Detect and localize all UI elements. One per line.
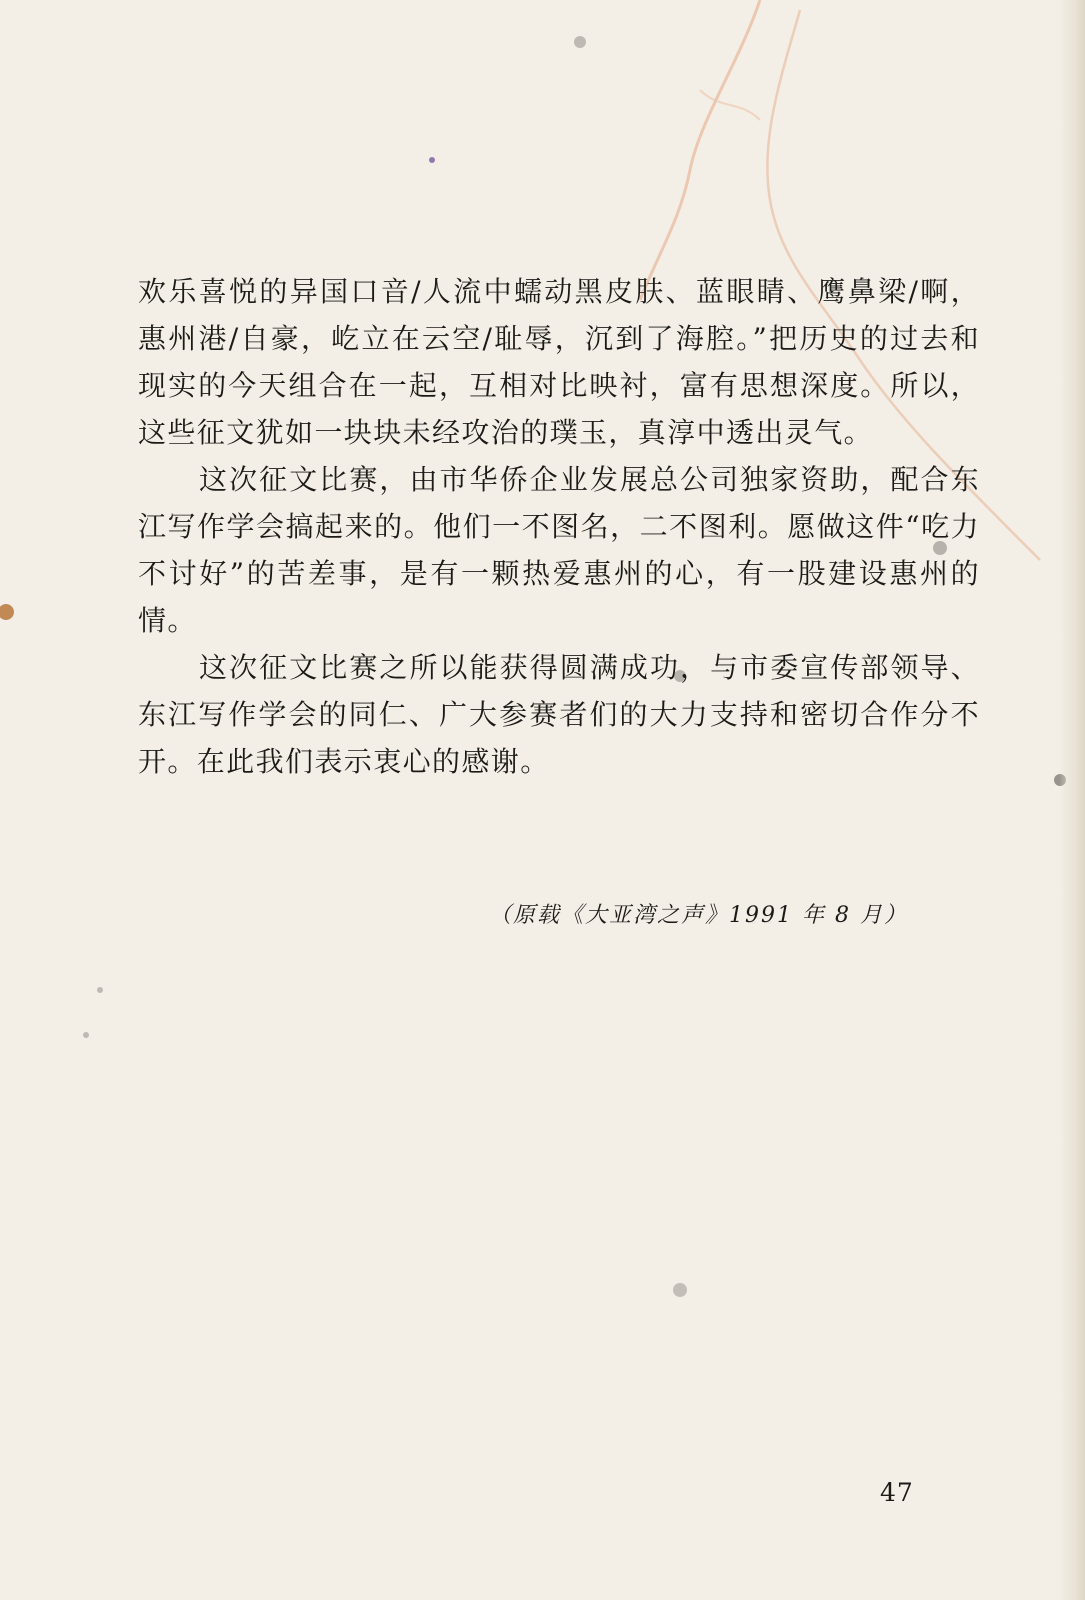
speck [574,36,586,48]
water-stain-line [640,0,760,300]
speck [429,157,435,163]
paragraph-1: 欢乐喜悦的异国口音/人流中蠕动黑皮肤、蓝眼睛、鹰鼻梁/啊，惠州港/自豪，屹立在云空/耻辱，沉到了海腔。”把历史的过去和现实的今天组合在一起，互相对比映衬，富有思想深度。所以，这些征文犹如一块块未经攻治的璞玉，真淳中透出灵气。 [138,275,980,449]
paragraph-2: 这次征文比赛，由市华侨企业发展总公司独家资助，配合东江写作学会搞起来的。他们一不图名，二不图利。愿做这件“吃力不讨好”的苦差事，是有一颗热爱惠州的心，有一股建设惠州的情。 [138,463,980,637]
speck [97,987,103,993]
water-stain-line-3 [700,90,760,120]
body-text [138,268,980,785]
speck [0,604,14,620]
speck [673,1283,687,1297]
source-note: （原载《大亚湾之声》1991 年 8 月） [489,903,908,928]
paragraph-3: 这次征文比赛之所以能获得圆满成功，与市委宣传部领导、东江写作学会的同仁、广大参赛者们的大力支持和密切合作分不开。在此我们表示衷心的感谢。 [138,651,980,778]
page-number: 47 [880,1478,914,1507]
speck [83,1032,89,1038]
page-edge-shadow [1059,0,1085,1600]
